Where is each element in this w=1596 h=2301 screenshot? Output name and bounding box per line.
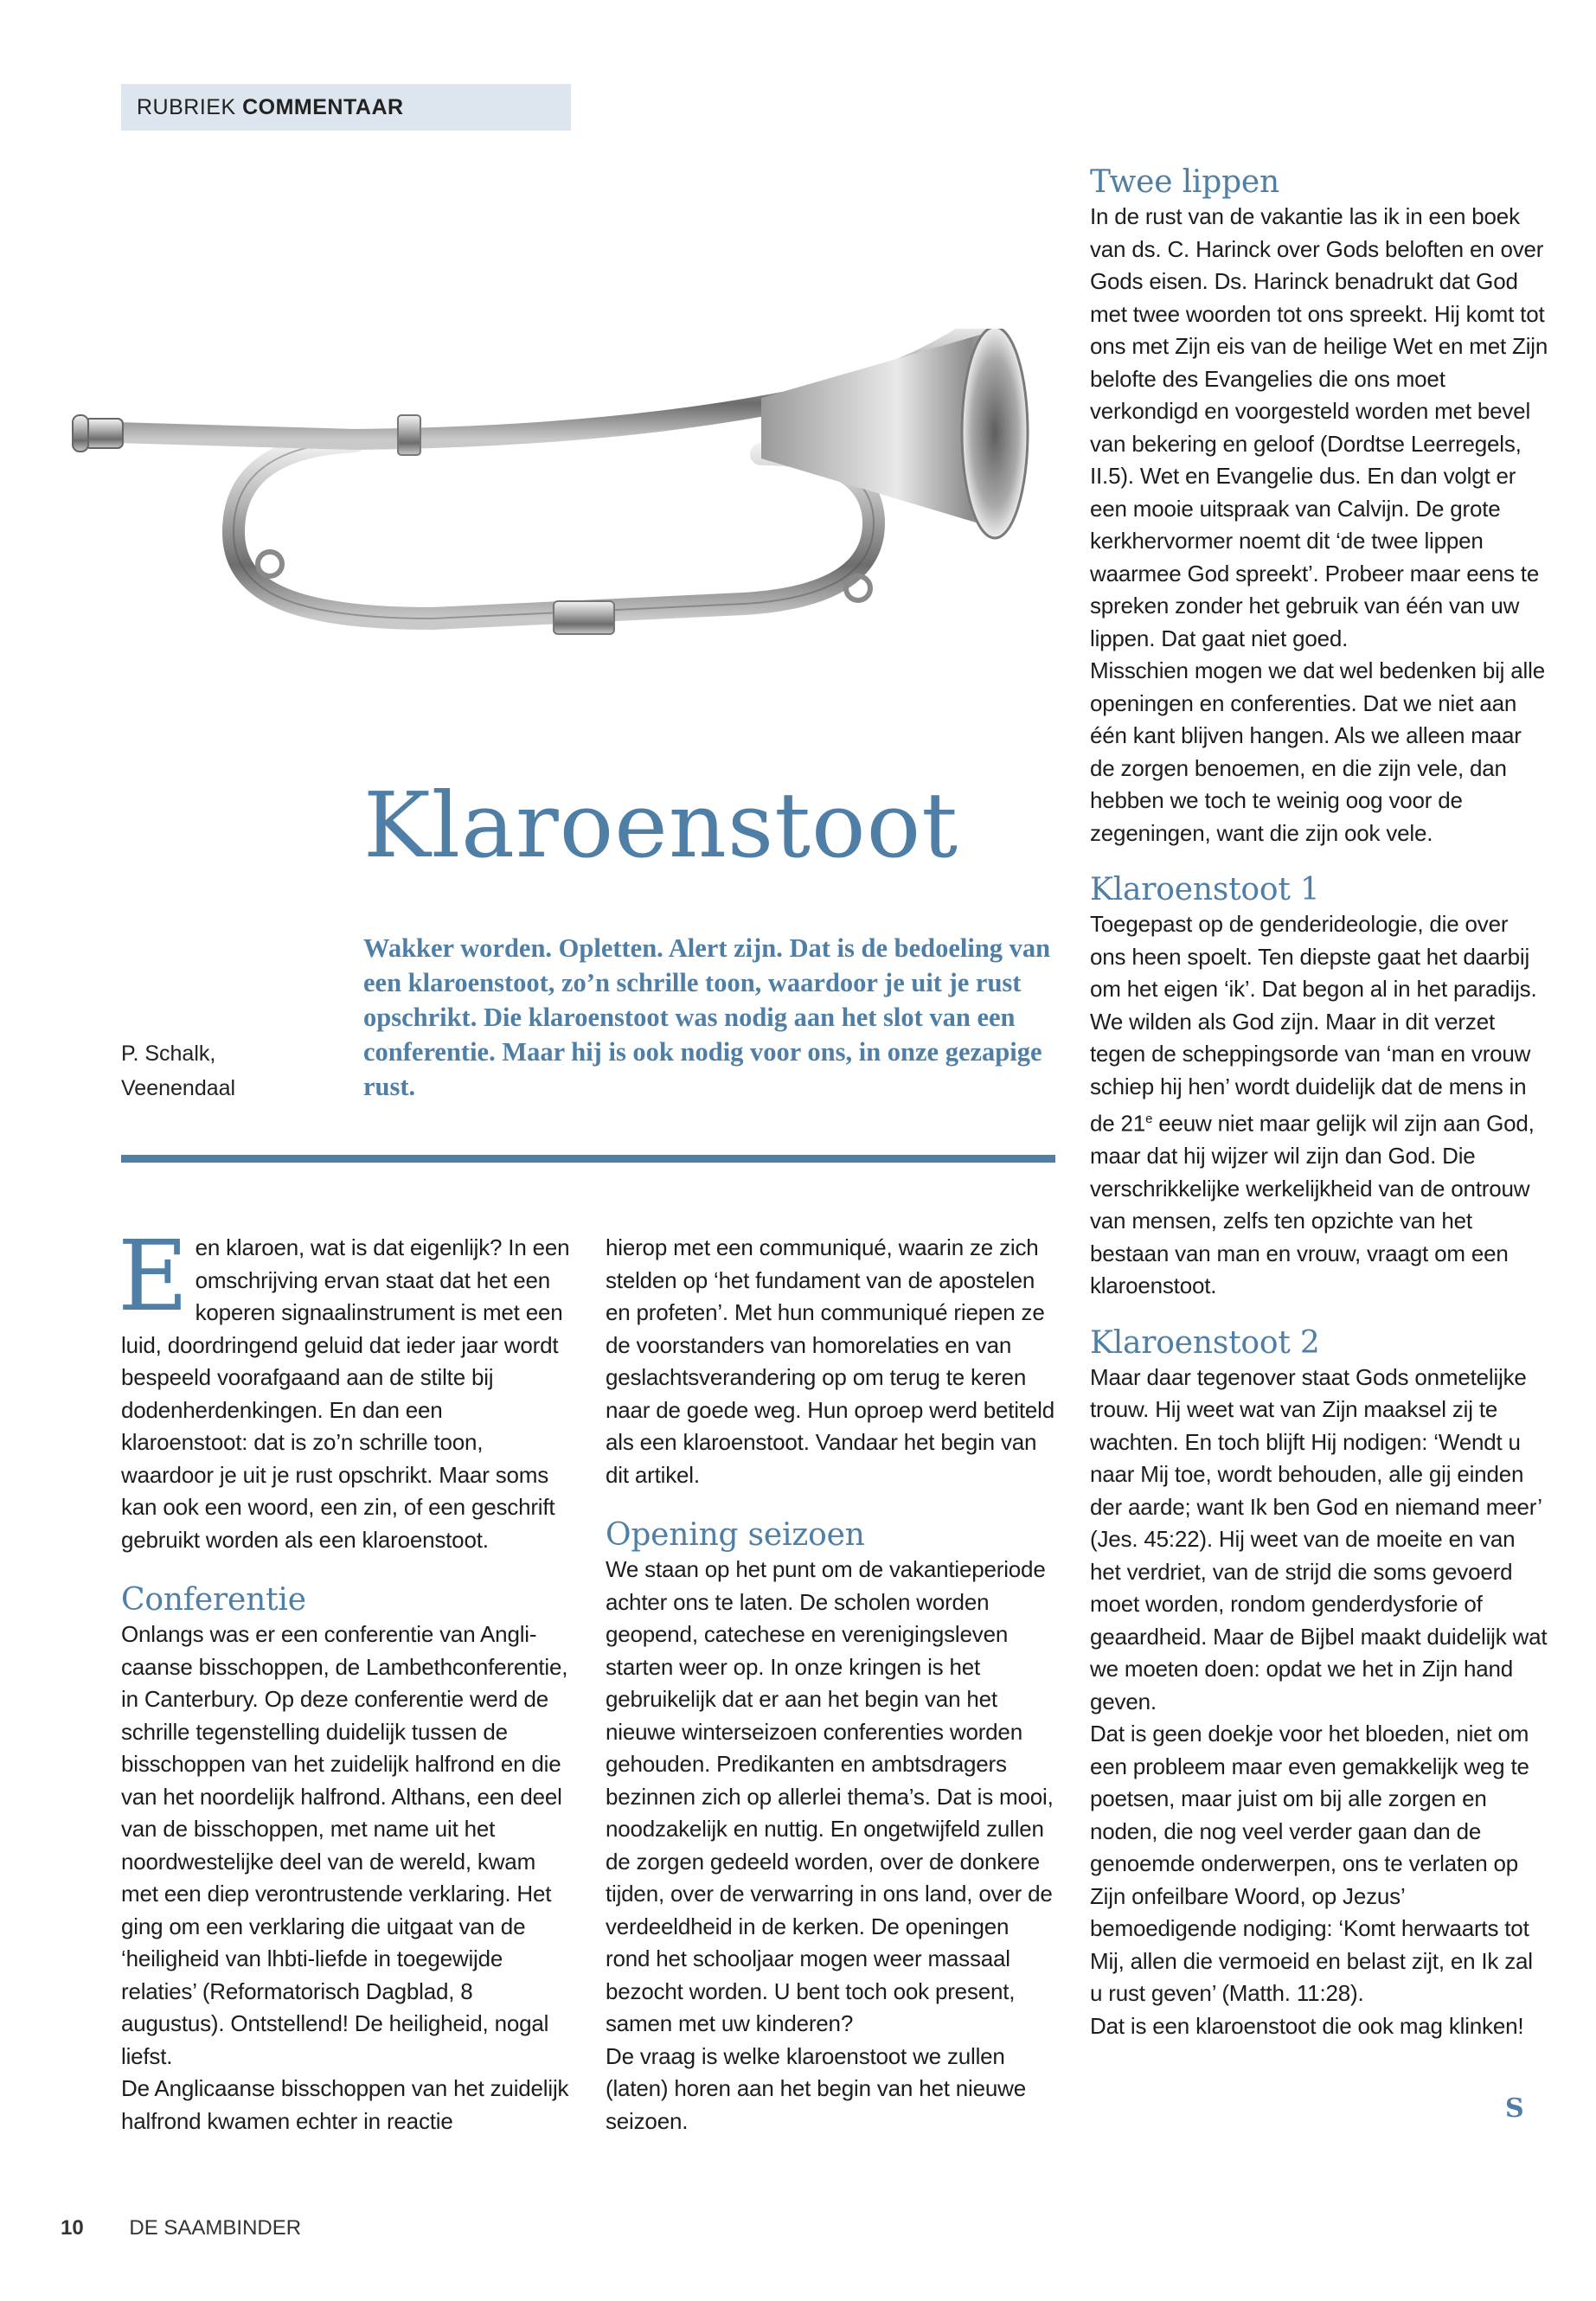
rubric-prefix: RUBRIEK	[137, 95, 236, 119]
paragraph: Toegepast op de genderideologie, die over ons heen spoelt. Ten diepste gaat het daarbij om het eigen ‘ik’. Dat begon al in het paradijs. We wilden als God zijn. Maar in dit verzet tegen de scheppingsorde van ‘man en vrouw schiep hij hen’ wordt duidelijk dat de mens in de 21e eeuw niet maar gelijk wil zijn aan God, maar dat hij wijzer wil zijn dan God. Die verschrikkelijke werkelijkheid van de ontrouw van mensen, zelfs ten opzichte van het bestaan van man en vrouw, vraagt om een klaroenstoot.	[1090, 911, 1537, 1299]
heading-opening-seizoen: Opening seizoen	[606, 1517, 865, 1553]
drop-cap: E	[118, 1221, 189, 1333]
rubric-label	[121, 84, 571, 131]
bugle-ring-left	[258, 552, 282, 576]
end-mark-icon: S	[1505, 2093, 1524, 2124]
article-title: Klaroenstoot	[363, 772, 958, 878]
page-number: 10	[61, 2216, 84, 2240]
column-1	[118, 1221, 571, 2138]
paragraph: De vraag is welke klaroenstoot we zullen (laten) horen aan het begin van het nieuwe seizoen.	[606, 2042, 1026, 2134]
paragraph: We staan op het punt om de vakantieperiode achter ons te laten. De scholen worden geopend, catechese en verenigingsleven starten weer op. In onze kringen is het gebruikelijk dat er aan het begin van het nieuwe winterseizoen conferenties worden gehouden. Predikanten en ambtsdragers bezinnen zich op allerlei thema’s. Dat is mooi, noodzakelijk en nuttig. En ongetwijfeld zullen de zorgen gedeeld worden, over de donkere tijden, over de verwarring in ons land, over de verdeeldheid in de kerken. De openingen rond het schooljaar mogen weer massaal bezocht worden. U bent toch ook present, samen met uw kinderen?	[606, 1556, 1054, 2036]
bugle-illustration	[69, 329, 1073, 735]
paragraph: Dat is geen doekje voor het bloeden, niet om een probleem maar even gemakkelijk weg te poetsen, maar juist om bij alle zorgen en noden, die nog veel verder gaan dan de genoemde onderwerpen, ons te verlaten op Zijn onfeilbare Woord, op Jezus’ bemoedigende nodiging: ‘Komt herwaarts tot Mij, allen die vermoeid en belast zijt, en Ik zal u rust geven’ (Matth. 11:28).	[1090, 1721, 1533, 2007]
paragraph: Misschien mogen we dat wel bedenken bij alle openingen en conferenties. Dat we niet aan één kant blijven hangen. Als we alleen maar de zorgen benoemen, en die zijn vele, dan hebben we toch te weinig oog voor de zegeningen, want die zijn ook vele.	[1090, 657, 1545, 846]
magazine-name: DE SAAMBINDER	[129, 2216, 302, 2240]
bugle-bell-mouth	[962, 329, 1028, 538]
bugle-mouthpiece	[85, 419, 123, 448]
rubric-section: COMMENTAAR	[242, 95, 404, 119]
heading-klaroenstoot-2: Klaroenstoot 2	[1090, 1324, 1320, 1361]
column-2	[606, 1232, 1055, 2138]
author-place: Veenendaal	[121, 1076, 236, 1100]
author-byline	[121, 1036, 235, 1106]
paragraph: De Anglicaanse bisschoppen van het zuidelijk halfrond kwamen echter in reactie	[121, 2075, 569, 2134]
column-3	[1090, 164, 1548, 2042]
article-intro: Wakker worden. Opletten. Alert zijn. Dat is de bedoeling van een klaroenstoot, zo’n schrille toon, waardoor je uit je rust opschrikt. Die klaroenstoot was nodig aan het slot van een conferentie. Maar hij is ook nodig voor ons, in onze gezapige rust.	[363, 933, 1051, 1101]
heading-conferentie: Conferentie	[121, 1582, 306, 1618]
divider-rule	[121, 1155, 1055, 1163]
paragraph: Onlangs was er een conferentie van Anglicaanse bisschoppen, de Lambethconferentie, in Canterbury. Op deze conferentie werd de schrille tegenstelling duidelijk tussen de bisschoppen van het zuidelijk halfrond en die van het noordelijk halfrond. Althans, een deel van de bisschoppen, met name uit het noordwestelijke deel van de wereld, kwam met een diep verontrustende verklaring. Het ging om een verklaring die uitgaat van de ‘heiligheid van lhbti-liefde in toegewijde relaties’ (Reformatorisch Dagblad, 8 augustus). Ontstellend! De heiligheid, nogal liefst.	[121, 1621, 568, 2069]
paragraph: In de rust van de vakantie las ik in een boek van ds. C. Harinck over Gods beloften en over Gods eisen. Ds. Harinck benadrukt dat God met twee woorden tot ons spreekt. Hij komt tot ons met Zijn eis van de heilige Wet en met Zijn belofte des Evangelies die ons moet verkondigd en voorgesteld worden met bevel van bekering en geloof (Dordtse Leerregels, II.5). Wet en Evangelie dus. En dan volgt er een mooie uitspraak van Calvijn. De grote kerkhervormer noemt dit ‘de twee lippen waarmee God spreekt’. Probeer maar eens te spreken zonder het gebruik van één van uw lippen. Dat gaat niet goed.	[1090, 203, 1548, 651]
paragraph: Maar daar tegenover staat Gods onmetelijke trouw. Hij weet wat van Zijn maaksel zij te wachten. En toch blijft Hij nodigen: ‘Wendt u naar Mij toe, wordt behouden, alle gij einden der aarde; want Ik ben God en niemand meer’ (Jes. 45:22). Hij weet van de moeite en van het verdriet, van de strijd die soms gevoerd moet worden, rondom genderdysforie of geaardheid. Maar de Bijbel maakt duidelijk wat we moeten doen: opdat we het in Zijn hand geven.	[1090, 1363, 1548, 1715]
paragraph: en klaroen, wat is dat eigenlijk? In een omschrijving ervan staat dat het een koperen signaalinstrument is met een luid, doordringend geluid dat ieder jaar wordt bespeeld voorafgaand aan de stilte bij dodenherdenkingen. En dan een klaroenstoot: dat is zo’n schrille toon, waardoor je uit je rust opschrikt. Maar soms kan ook een woord, een zin, of een geschrift gebruikt worden als een klaroenstoot.	[121, 1234, 570, 1553]
paragraph: Dat is een klaroenstoot die ook mag klinken!	[1090, 2012, 1524, 2039]
page-footer	[61, 2216, 301, 2240]
bugle-loop	[234, 441, 874, 619]
author-name: P. Schalk,	[121, 1042, 216, 1066]
paragraph: hierop met een communiqué, waarin ze zich stelden op ‘het fundament van de apostelen en profeten’. Met hun communiqué riepen ze de voorstanders van homorelaties en van geslachtsverandering op om terug te keren naar de goede weg. Hun oproep werd betiteld als een klaroenstoot. Vandaar het begin van dit artikel.	[606, 1234, 1054, 1488]
heading-twee-lippen: Twee lippen	[1090, 164, 1280, 200]
heading-klaroenstoot-1: Klaroenstoot 1	[1090, 872, 1320, 907]
